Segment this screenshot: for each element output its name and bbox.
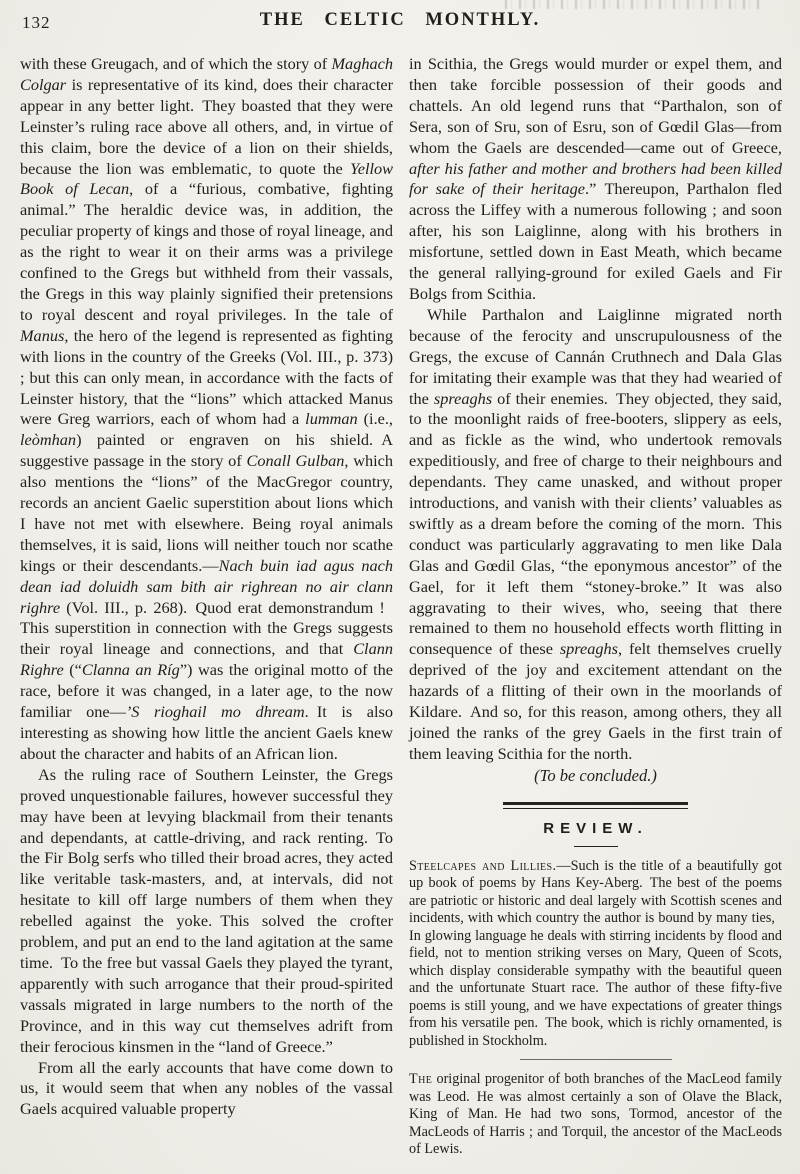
text-segment: Yellow Book of Lecan bbox=[20, 158, 393, 199]
text-segment: is representative of its kind, does their character appear in any better light. They boasted that they were Leinster’s ruling race above all others, and, in virtue of this claim, bore the device of a lion on their shields, because the lion was emblematic, to quote the bbox=[20, 74, 393, 178]
text-segment: Maghach Colgar bbox=[20, 54, 393, 94]
text-segment: spreaghs bbox=[559, 639, 619, 659]
article-paragraph bbox=[409, 305, 782, 765]
text-segment: From all the early accounts that have come down to us, it would seem that when any nobles of the vassal Gaels acquired valuable property bbox=[20, 1057, 393, 1119]
text-segment: While Parthalon and Laiglinne migrated north because of the ferocity and unscrupulousness of the Gregs, the excuse of Cannán Cruthnech and Dala Glas for imitating their example was that they had wearied of the bbox=[409, 304, 782, 408]
text-segment: .” Thereupon, Parthalon fled across the Liffey with a numerous following ; and soon after, his son Laiglinne, along with his brothers in misfortune, settled down in East Meath, which became the general rallying-ground for exiled Gaels and Fir Bolgs from Scithia. bbox=[409, 179, 782, 303]
text-segment: —Such is the title of a beautifully got up book of poems by Hans Key-Aberg. The best of the poems are patriotic or historic and deal largely with Scottish scenes and incidents, with which country the author is bound by many ties, In glowing language he deals with stirring incidents by flood and field, not to mention striking verses on Mary, Queen of Scots, which display considerable sympathy with the beautiful queen and the unfortunate Stuart race. The author of these fifty-five poems is still young, and we have expectations of greater things from his versatile pen. The book, which is richly ornamented, is published in Stockholm. bbox=[409, 857, 782, 1049]
text-segment: (i.e., bbox=[357, 409, 394, 429]
to-be-concluded-note: (To be concluded.) bbox=[534, 765, 657, 785]
text-segment: (Vol. III., p. 268). Quod erat demonstrandum ! This superstition in connection with the Gregs suggests their royal lineage and connections, and that bbox=[20, 597, 393, 659]
article-body bbox=[20, 54, 782, 1159]
text-segment: Conall Gulban bbox=[246, 451, 345, 471]
text-segment: , of a “furious, combative, fighting animal.” The heraldic device was, in addition, the peculiar property of kings and those of royal lineage, and as the right to wear it on their arms was a privilege confined to the Gregs but withheld from their vassals, the Gregs in this way plainly signified their pretensions to royal descent and royal privileges. In the tale of bbox=[20, 179, 393, 324]
text-segment: ) painted or engraven on his shield. A suggestive passage in the story of bbox=[20, 430, 393, 471]
double-rule-divider bbox=[503, 802, 688, 809]
article-paragraph bbox=[20, 765, 393, 1058]
text-segment: Clanna an Ríg bbox=[81, 660, 180, 680]
text-segment: , felt themselves cruelly deprived of the joy and excitement attendant on the hazards of a flitting of their own in the moorlands of Kildare. And so, for this reason, among others, they all joined the ranks of the grey Gaels in the first train of them leaving Scithia for the north. bbox=[409, 639, 782, 763]
text-segment: Steelcapes and Lillies. bbox=[409, 857, 557, 874]
review-item bbox=[409, 1071, 782, 1159]
page-number: 132 bbox=[22, 13, 51, 32]
review-heading: REVIEW. bbox=[543, 819, 648, 837]
ink-showthrough-marks bbox=[505, 0, 763, 9]
short-rule-divider bbox=[574, 846, 618, 847]
text-segment: original progenitor of both branches of the MacLeod family was Leod. He was almost certainly a son of Olave the Black, King of Man. He had two sons, Tormod, ancestor of the MacLeods of Harris ; and Torquil, the ancestor of the MacLeods of Lewis. bbox=[409, 1071, 782, 1158]
text-segment: Manus bbox=[20, 325, 65, 345]
text-segment: lumman bbox=[305, 409, 358, 429]
text-segment: after his father and mother and brothers had been killed for sake of their heritage bbox=[409, 158, 782, 199]
text-segment: of their enemies. They objected, they said, to the moonlight raids of free-booters, slippery as eels, and as fickle as the wind, who undertook removals expeditiously, and free of charge to their neighbours and dependants. They came unasked, and without proper introductions, and vanish with their clients’ valuables as swiftly as a dream before the coming of the morn. This conduct was particularly aggravating to men like Dala Glas and Gœdil Glas, “the eponymous ancestor” of the Gael, for it left them “stoney-broke.” It was also aggravating to their wives, who, seeing that there remained to them no household effects worth flitting in consequence of these bbox=[409, 388, 782, 659]
text-segment: . It is also interesting as showing how little the ancient Gaels knew about the character and habits of an African lion. bbox=[20, 702, 394, 763]
right-column bbox=[409, 54, 782, 1159]
text-segment: leòmhan bbox=[20, 430, 77, 450]
text-segment: ”) was the original motto of the race, before it was changed, in a later age, to the now familiar one— bbox=[20, 660, 393, 722]
text-segment: The bbox=[409, 1071, 433, 1088]
text-segment: , which also mentions the “lions” of the MacGregor country, records an ancient Gaelic superstition about lions which I have not met with elsewhere. Being royal animals themselves, it is said, lions will neither touch nor scathe kings or their descendants.— bbox=[20, 451, 394, 575]
text-segment: , the hero of the legend is represented as fighting with lions in the country of the Greeks (Vol. III., p. 373) ; but this can only mean, in accordance with the facts of Leinster history, that the “lions” which attacked Manus were Greg warriors, each of whom had a bbox=[20, 325, 393, 429]
text-segment: ’S rioghail mo dhream bbox=[125, 702, 305, 722]
text-segment: (“ bbox=[63, 660, 82, 680]
page-header bbox=[0, 10, 800, 36]
article-paragraph bbox=[20, 54, 393, 765]
review-item bbox=[409, 858, 782, 1051]
text-segment: Clann Righre bbox=[20, 639, 393, 680]
text-segment: As the ruling race of Southern Leinster, the Gregs proved unquestionable failures, however successful they may have been at levying blackmail from their tenants and dependants, at cattle-driving, and rack renting. To the Fir Bolg serfs who tilled their broad acres, they acted like veritable task-masters, and, at intervals, did not hesitate to kill off large numbers of them when they rebelled against the yoke. This solved the crofter problem, and put an end to the land agitation at the same time. To the free but vassal Gaels they played the tyrant, apparently with such arrogance that their proud-spirited vassals migrated in large numbers to the north of the Province, and in this way cut themselves adrift from their ferocious kinsmen in the “land of Greece.” bbox=[20, 764, 393, 1056]
text-segment: Nach buin iad agus nach dean iad doluidh sam bith air righrean no air clann righre bbox=[20, 555, 394, 617]
text-segment: spreaghs bbox=[433, 388, 493, 408]
article-paragraph bbox=[20, 1058, 393, 1121]
text-segment: with these Greugach, and of which the story of bbox=[20, 54, 332, 73]
left-column bbox=[20, 54, 393, 1159]
page-title: THE CELTIC MONTHLY. bbox=[259, 10, 541, 30]
item-rule-divider bbox=[520, 1059, 672, 1060]
review-section bbox=[409, 802, 782, 1159]
article-paragraph bbox=[409, 54, 782, 305]
text-segment: in Scithia, the Gregs would murder or expel them, and then take forcible possession of their goods and chattels. An old legend runs that “Parthalon, son of Sera, son of Sru, son of Esru, son of Gœdil Glas—from whom the Gaels are descended—came out of Greece, bbox=[409, 54, 782, 157]
